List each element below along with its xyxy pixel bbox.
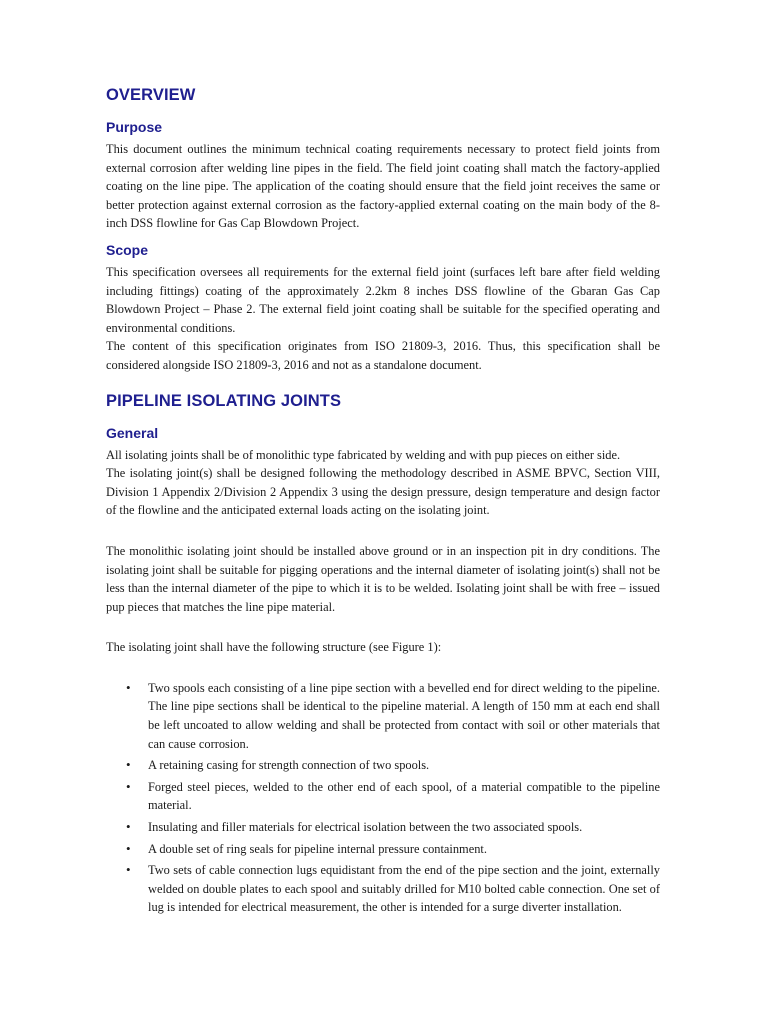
structure-bullet-list — [106, 679, 660, 917]
purpose-paragraph: This document outlines the minimum technical coating requirements necessary to protect field joints from external corrosion after welding line pipes in the field. The field joint coating shall match the factory-applied coating on the line pipe. The application of the coating should ensure that the field joint receives the same or better protection against external corrosion as the factory-applied external coating on the main body of the 8-inch DSS flowline for Gas Cap Blowdown Project. — [106, 142, 660, 231]
list-item: • Insulating and filler materials for electrical isolation between the two associated spools. — [148, 818, 660, 837]
section-title-overview: OVERVIEW — [106, 86, 196, 104]
general-paragraph-2: The isolating joint(s) shall be designed following the methodology described in ASME BPVC, Section VIII, Division 1 Appendix 2/Division 2 Appendix 3 using the design pressure, design temperature and design factor of the flowline and the anticipated external loads acting on the isolating joint. — [106, 466, 660, 518]
general-paragraph-3: The monolithic isolating joint should be installed above ground or in an inspection pit in dry conditions. The isolating joint shall be suitable for pigging operations and the internal diameter of isolating joint(s) shall not be less than the internal diameter of the pipe to which it is to be welded. Isolating joint shall be with free – issued pup pieces that matches the line pipe material. — [106, 543, 660, 614]
list-item: • A double set of ring seals for pipeline internal pressure containment. — [148, 840, 660, 859]
subheading-general: General — [106, 424, 159, 441]
general-paragraph-1: All isolating joints shall be of monolithic type fabricated by welding and with pup pieces on either side. — [106, 447, 621, 462]
subheading-scope: Scope — [106, 241, 149, 258]
list-item: • Forged steel pieces, welded to the other end of each spool, of a material compatible to the pipeline material. — [148, 778, 660, 815]
section-title-isolating-joints: PIPELINE ISOLATING JOINTS — [106, 391, 342, 410]
list-item: • Two spools each consisting of a line pipe section with a bevelled end for direct welding to the pipeline. The line pipe sections shall be identical to the pipeline material. A length of 150 mm at each end shall be left uncoated to allow welding and shall be protected from contact with soil or other materials that can cause corrosion. — [148, 679, 660, 753]
scope-paragraph-2: The content of this specification originates from ISO 21809-3, 2016. Thus, this specification shall be considered alongside ISO 21809-3, 2016 and not as a standalone document. — [106, 339, 660, 372]
general-paragraph-4: The isolating joint shall have the following structure (see Figure 1): — [106, 640, 442, 655]
subheading-purpose: Purpose — [106, 119, 163, 135]
list-item: • Two sets of cable connection lugs equidistant from the end of the pipe section and the joint, externally welded on double plates to each spool and suitably drilled for M10 bolted cable connection. One set of lug is intended for electrical measurement, the other is intended for a surge diverter installation. — [148, 861, 660, 917]
list-item: • A retaining casing for strength connection of two spools. — [148, 756, 660, 775]
scope-paragraph-1: This specification oversees all requirements for the external field joint (surfaces left bare after field welding including fittings) coating of the approximately 2.2km 8 inches DSS flowline of the Gbaran Gas Cap Blowdown Project – Phase 2. The external field joint coating shall be suitable for the specified operating and environmental conditions. — [106, 264, 660, 335]
